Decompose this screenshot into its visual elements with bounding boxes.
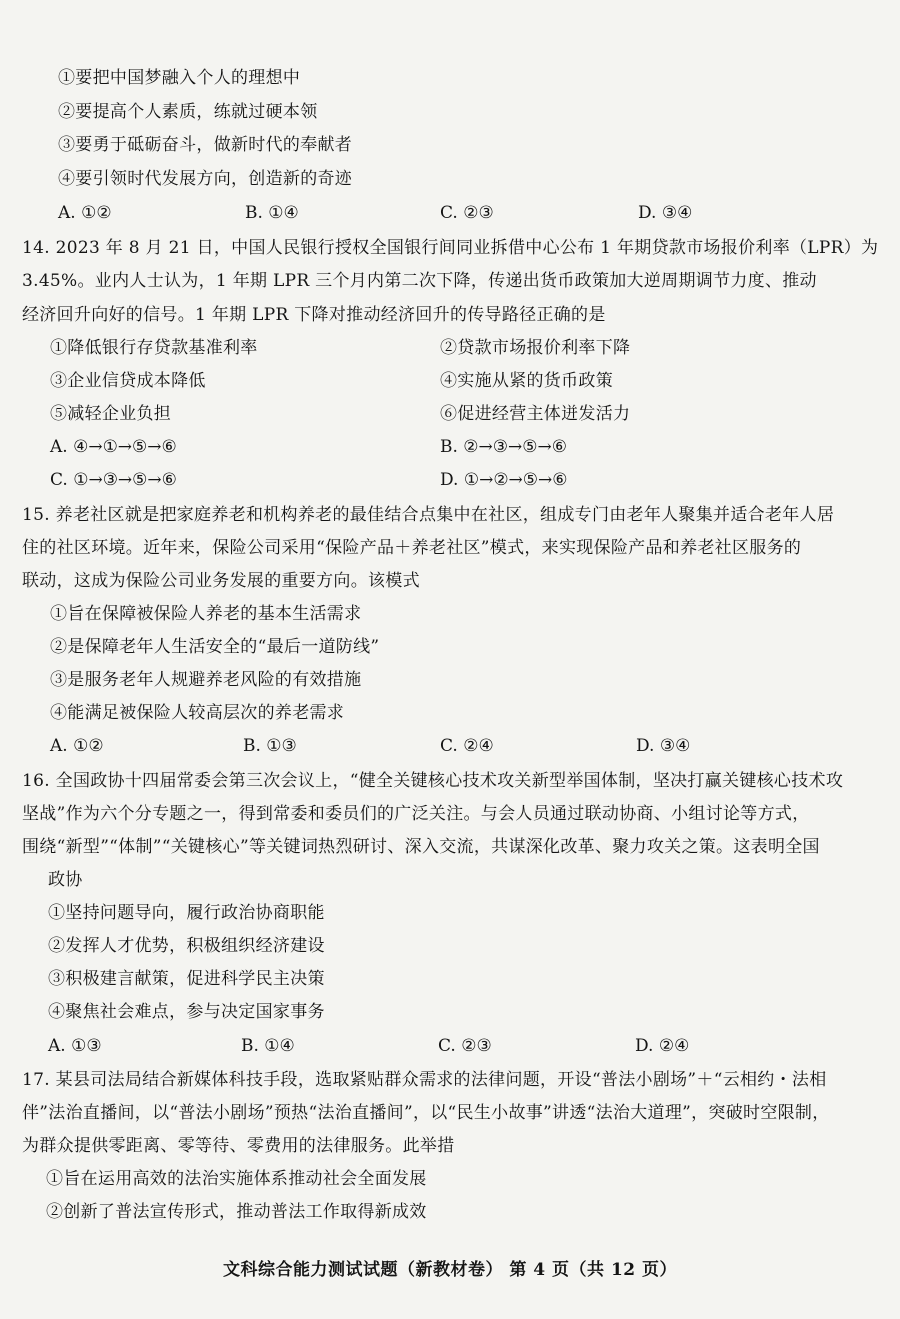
q15-statement-4: ④能满足被保险人较高层次的养老需求	[50, 703, 345, 723]
q16-statement-4: ④聚焦社会难点，参与决定国家事务	[48, 1002, 325, 1022]
q14-option-c: C. ①→③→⑤→⑥	[50, 470, 177, 490]
q17-stem-2: 伴”法治直播间，以“普法小剧场”预热“法治直播间”，以“民生小故事”讲透“法治大道理”，突破时空限制，	[22, 1103, 830, 1123]
q13-option-c: C. ②③	[440, 203, 494, 223]
q14-option-a: A. ④→①→⑤→⑥	[50, 437, 177, 457]
q16-stem-2: 坚战”作为六个分专题之一，得到常委和委员们的广泛关注。与会人员通过联动协商、小组讨论等方式，	[22, 804, 810, 824]
q16-statement-3: ③积极建言献策，促进科学民主决策	[48, 969, 325, 989]
q16-stem-1: 16. 全国政协十四届常委会第三次会议上，“健全关键核心技术攻关新型举国体制，坚决打赢关键核心技术攻	[22, 771, 844, 791]
q16-option-a: A. ①③	[48, 1036, 102, 1056]
q14-option-d: D. ①→②→⑤→⑥	[440, 470, 568, 490]
q16-statement-2: ②发挥人才优势，积极组织经济建设	[48, 936, 325, 956]
q14-item-5: ⑤减轻企业负担	[50, 404, 172, 424]
q16-stem-3: 围绕“新型”“体制”“关键核心”等关键词热烈研讨、深入交流，共谋深化改革、聚力攻关之策。这表明全国	[22, 837, 820, 857]
q15-stem-3: 联动，这成为保险公司业务发展的重要方向。该模式	[22, 571, 420, 591]
q15-option-c: C. ②④	[440, 736, 494, 756]
page-footer: 文科综合能力测试试题（新教材卷） 第 4 页（共 12 页）	[222, 1260, 678, 1280]
q17-statement-1: ①旨在运用高效的法治实施体系推动社会全面发展	[46, 1169, 427, 1189]
q14-item-4: ④实施从紧的货币政策	[440, 371, 613, 391]
q13-statement-2: ②要提高个人素质，练就过硬本领	[58, 102, 318, 122]
q14-item-3: ③企业信贷成本降低	[50, 371, 206, 391]
q15-option-d: D. ③④	[636, 736, 691, 756]
q13-option-d: D. ③④	[638, 203, 693, 223]
q17-stem-3: 为群众提供零距离、零等待、零费用的法律服务。此举措	[22, 1136, 455, 1156]
q15-stem-2: 住的社区环境。近年来，保险公司采用“保险产品＋养老社区”模式，来实现保险产品和养老社区服务的	[22, 538, 802, 558]
q17-stem-1: 17. 某县司法局结合新媒体科技手段，选取紧贴群众需求的法律问题，开设“普法小剧场”＋“云相约・法相	[22, 1070, 827, 1090]
q15-statement-3: ③是服务老年人规避养老风险的有效措施	[50, 670, 362, 690]
q17-statement-2: ②创新了普法宣传形式，推动普法工作取得新成效	[46, 1202, 427, 1222]
q14-stem-2: 3.45%。业内人士认为，1 年期 LPR 三个月内第二次下降，传递出货币政策加大逆周期调节力度、推动	[22, 271, 817, 291]
q16-option-d: D. ②④	[635, 1036, 690, 1056]
q14-option-b: B. ②→③→⑤→⑥	[440, 437, 567, 457]
q13-option-b: B. ①④	[245, 203, 299, 223]
q13-statement-3: ③要勇于砥砺奋斗，做新时代的奉献者	[58, 135, 353, 155]
q15-option-b: B. ①③	[243, 736, 297, 756]
q16-statement-1: ①坚持问题导向，履行政治协商职能	[48, 903, 325, 923]
q13-statement-1: ①要把中国梦融入个人的理想中	[58, 68, 301, 88]
q15-statement-2: ②是保障老年人生活安全的“最后一道防线”	[50, 637, 380, 657]
q14-stem-1: 14. 2023 年 8 月 21 日，中国人民银行授权全国银行间同业拆借中心公布 1 年期贷款市场报价利率（LPR）为	[22, 238, 879, 258]
q14-item-1: ①降低银行存贷款基准利率	[50, 338, 258, 358]
q16-stem-4: 政协	[48, 870, 83, 890]
q14-item-6: ⑥促进经营主体迸发活力	[440, 404, 631, 424]
q15-statement-1: ①旨在保障被保险人养老的基本生活需求	[50, 604, 362, 624]
q14-stem-3: 经济回升向好的信号。1 年期 LPR 下降对推动经济回升的传导路径正确的是	[22, 305, 606, 325]
q13-statement-4: ④要引领时代发展方向，创造新的奇迹	[58, 169, 353, 189]
q15-stem-1: 15. 养老社区就是把家庭养老和机构养老的最佳结合点集中在社区，组成专门由老年人聚集并适合老年人居	[22, 505, 835, 525]
q16-option-b: B. ①④	[241, 1036, 295, 1056]
q15-option-a: A. ①②	[50, 736, 104, 756]
q16-option-c: C. ②③	[438, 1036, 492, 1056]
q14-item-2: ②贷款市场报价利率下降	[440, 338, 631, 358]
q13-option-a: A. ①②	[58, 203, 112, 223]
